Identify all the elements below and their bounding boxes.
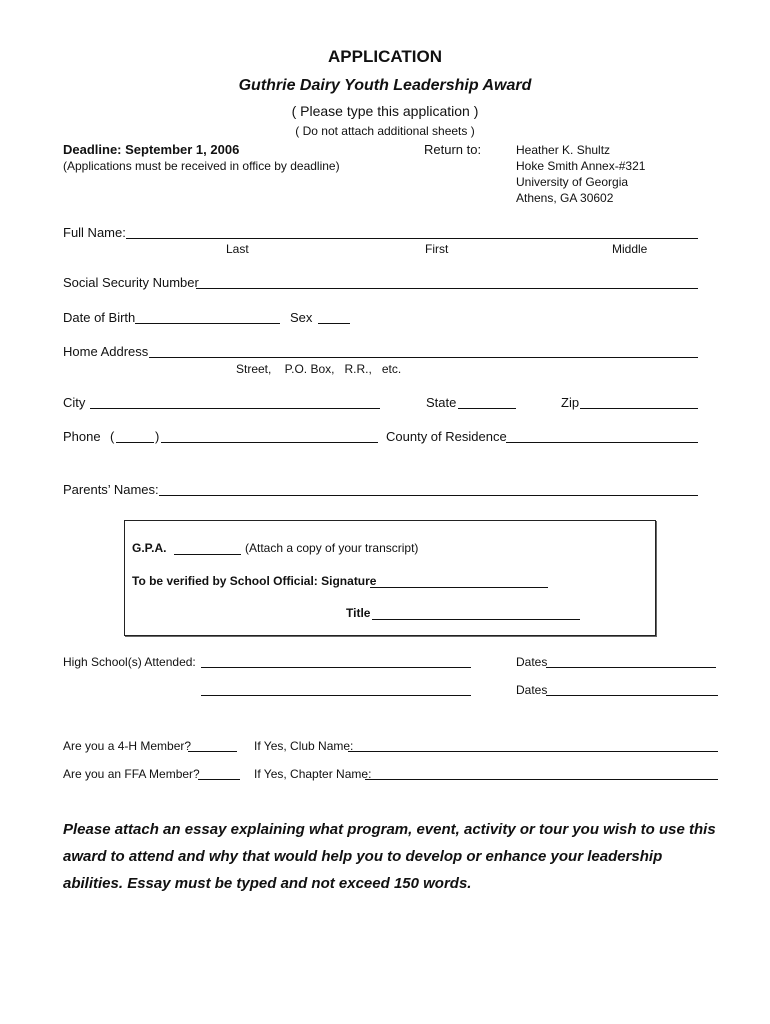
- parents-field[interactable]: [159, 495, 698, 496]
- ffa-answer-field[interactable]: [198, 779, 240, 780]
- city-label: City: [63, 395, 86, 410]
- high-school-field[interactable]: [201, 667, 471, 668]
- middle-name-hint: Middle: [612, 242, 648, 256]
- return-to-label: Return to:: [424, 142, 482, 157]
- home-address-label: Home Address: [63, 344, 149, 359]
- deadline-label: Deadline: September 1, 2006: [63, 142, 240, 157]
- four-h-question: Are you a 4-H Member?: [63, 739, 192, 753]
- verification-label: To be verified by School Official: Signature: [132, 574, 377, 588]
- city-field[interactable]: [90, 408, 380, 409]
- ssn-field[interactable]: [196, 288, 698, 289]
- phone-area-code-field[interactable]: [116, 442, 154, 443]
- return-address-line: Heather K. Shultz: [516, 143, 611, 157]
- dates-label: Dates: [516, 655, 548, 669]
- full-name-label: Full Name:: [63, 225, 126, 240]
- full-name-field[interactable]: [126, 238, 698, 239]
- return-address-line: Athens, GA 30602: [516, 191, 614, 205]
- last-name-hint: Last: [226, 242, 249, 256]
- zip-field[interactable]: [580, 408, 698, 409]
- first-name-hint: First: [425, 242, 449, 256]
- phone-paren-close: ): [155, 429, 160, 444]
- club-name-label: If Yes, Club Name:: [254, 739, 354, 753]
- dob-field[interactable]: [135, 323, 280, 324]
- sex-label: Sex: [290, 310, 313, 325]
- county-field[interactable]: [506, 442, 698, 443]
- high-school-label: High School(s) Attended:: [63, 655, 196, 669]
- sex-field[interactable]: [318, 323, 350, 324]
- dob-label: Date of Birth: [63, 310, 136, 325]
- deadline-note: (Applications must be received in office by deadline): [63, 159, 340, 173]
- ffa-question: Are you an FFA Member?: [63, 767, 200, 781]
- official-title-label: Title: [346, 606, 371, 620]
- phone-paren-open: (: [110, 429, 115, 444]
- type-instruction: ( Please type this application ): [291, 103, 479, 119]
- phone-number-field[interactable]: [161, 442, 378, 443]
- phone-label: Phone: [63, 429, 101, 444]
- dates-field[interactable]: [546, 695, 718, 696]
- four-h-answer-field[interactable]: [188, 751, 237, 752]
- official-title-field[interactable]: [372, 619, 580, 620]
- county-label: County of Residence: [386, 429, 507, 444]
- high-school-field[interactable]: [201, 695, 471, 696]
- ssn-label: Social Security Number: [63, 275, 199, 290]
- page-title: APPLICATION: [328, 47, 442, 66]
- attach-instruction: ( Do not attach additional sheets ): [295, 124, 475, 138]
- official-signature-field[interactable]: [370, 587, 548, 588]
- return-address-line: University of Georgia: [516, 175, 629, 189]
- state-field[interactable]: [458, 408, 516, 409]
- club-name-field[interactable]: [348, 751, 718, 752]
- transcript-note: (Attach a copy of your transcript): [245, 541, 419, 555]
- dates-field[interactable]: [546, 667, 716, 668]
- home-address-field[interactable]: [149, 357, 698, 358]
- essay-instructions: Please attach an essay explaining what program, event, activity or tour you wish to use this award to attend and why that would help you to develop or enhance your leadership abilities. Essay must be typed and not exceed 150 words.: [63, 821, 716, 892]
- zip-label: Zip: [561, 395, 580, 410]
- gpa-field[interactable]: [174, 554, 241, 555]
- chapter-name-field[interactable]: [365, 779, 718, 780]
- dates-label: Dates: [516, 683, 548, 697]
- gpa-label: G.P.A.: [132, 541, 167, 555]
- state-label: State: [426, 395, 457, 410]
- address-hint: Street, P.O. Box, R.R., etc.: [236, 362, 402, 376]
- return-address-line: Hoke Smith Annex-#321: [516, 159, 646, 173]
- chapter-name-label: If Yes, Chapter Name:: [254, 767, 372, 781]
- parents-label: Parents’ Names:: [63, 482, 159, 497]
- award-name: Guthrie Dairy Youth Leadership Award: [238, 77, 532, 94]
